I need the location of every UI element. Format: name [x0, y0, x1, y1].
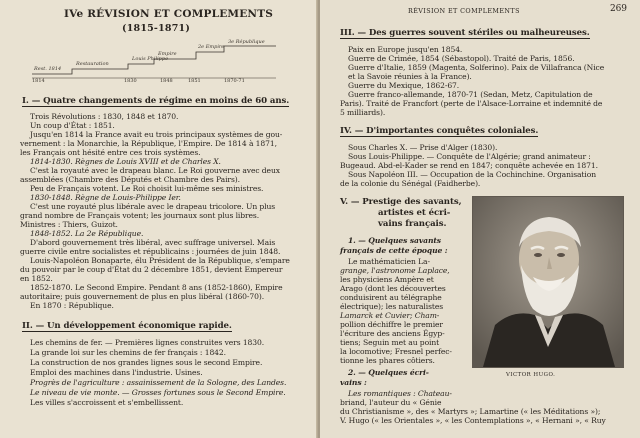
- text-line: 5 milliards).: [340, 108, 386, 117]
- text-line: Sous Louis-Philippe. — Conquête de l'Algérie; grand animateur :: [348, 152, 591, 161]
- text-line: la locomotive; Fresnel perfec-: [340, 347, 452, 356]
- section-heading: artistes et écri-: [378, 208, 451, 218]
- text-line: Lamarck et Cuvier; Cham-: [340, 311, 440, 320]
- text-line: assemblées (Chambre des Députés et Chambre des Pairs).: [20, 175, 240, 184]
- text-line: les physiciens Ampère et: [340, 275, 434, 284]
- text-line: vernement : la Monarchie, la République, l'Empire. De 1814 à 1871,: [20, 139, 277, 148]
- text-line: en 1852.: [20, 274, 53, 283]
- text-line: C'est la royauté avec le drapeau blanc. Le Roi gouverne avec deux: [30, 166, 280, 175]
- timeline-year: 1848: [160, 78, 173, 84]
- text-line: Le niveau de vie monte. — Grosses fortunes sous le Second Empire.: [30, 388, 286, 397]
- text-line: du Christianisme », des « Martyrs »; Lamartine (« les Méditations »);: [340, 407, 601, 416]
- text-line: Jusqu'en 1814 la France avait eu trois principaux systèmes de gou-: [30, 130, 283, 139]
- text-line: et la Savoie réunies à la France).: [348, 72, 472, 81]
- left-page: [0, 0, 319, 438]
- timeline-label: Louis Philippe: [132, 56, 169, 62]
- text-line: En 1870 : République.: [30, 301, 114, 310]
- regime-timeline: [28, 40, 298, 84]
- text-line: l'écriture des anciens Égyp-: [340, 329, 445, 338]
- text-line: grand nombre de Français votent; les journaux sont plus libres.: [20, 211, 260, 220]
- text-line: Guerre franco-allemande, 1870-71 (Sedan, Metz, Capitulation de: [348, 90, 593, 99]
- section-heading: V. — Prestige des savants,: [340, 197, 462, 207]
- text-line: du pouvoir par le coup d'État du 2 décembre 1851, devient Empereur: [20, 265, 283, 274]
- text-line: Peu de Français votent. Le Roi choisit lui-même ses ministres.: [30, 184, 264, 193]
- text-line: Un coup d'État : 1851.: [30, 121, 115, 130]
- timeline-label: Restauration: [76, 61, 109, 67]
- text-line: autoritaire; puis gouvernement de plus en plus libéral (1860-70).: [20, 292, 265, 301]
- text-line: 1814-1830. Règnes de Louis XVIII et de Charles X.: [30, 157, 221, 166]
- text-line: de la colonie du Sénégal (Faidherbe).: [340, 179, 481, 188]
- text-line: Guerre du Mexique, 1862-67.: [348, 81, 460, 90]
- text-line: Emploi des machines dans l'industrie. Usines.: [30, 368, 203, 377]
- text-line: La grande loi sur les chemins de fer français : 1842.: [30, 348, 226, 357]
- text-line: Les chemins de fer. — Premières lignes construites vers 1830.: [30, 338, 265, 347]
- timeline-label: Empire: [158, 51, 177, 57]
- text-line: tionne les phares côtiers.: [340, 356, 435, 365]
- timeline-year: 1851: [188, 78, 201, 84]
- text-line: Progrès de l'agriculture : assainissement de la Sologne, des Landes.: [30, 378, 287, 387]
- running-head: RÉVISION ET COMPLEMENTS: [408, 7, 520, 15]
- text-line: grange, l'astronome Laplace,: [340, 266, 450, 275]
- text-line: Arago (dont les découvertes: [340, 284, 446, 293]
- text-line: Paris). Traité de Francfort (perte de l'Alsace-Lorraine et indemnité de: [340, 99, 603, 108]
- chapter-title: IVe RÉVISION ET COMPLEMENTS: [64, 8, 274, 20]
- subheading: 1. — Quelques savants: [348, 236, 441, 245]
- subheading: 2. — Quelques écri-: [348, 368, 429, 377]
- text-line: conduisirent au télégraphe: [340, 293, 442, 302]
- text-line: C'est une royauté plus libérale avec le drapeau tricolore. Un plus: [30, 202, 276, 211]
- text-line: 1852-1870. Le Second Empire. Pendant 8 ans (1852-1860), Empire: [30, 283, 283, 292]
- text-line: La construction de nos grandes lignes sous le second Empire.: [30, 358, 263, 367]
- text-line: Sous Charles X. — Prise d'Alger (1830).: [348, 143, 498, 152]
- text-line: électrique); les naturalistes: [340, 302, 444, 311]
- text-line: V. Hugo (« les Orientales », « les Contemplations », « Hernani », « Ruy: [340, 416, 606, 425]
- subheading: vains :: [340, 378, 367, 387]
- text-line: Guerre d'Italie, 1859 (Magenta, Solferino). Paix de Villafranca (Nice: [348, 63, 605, 72]
- text-line: briand, l'auteur du « Génie: [340, 398, 442, 407]
- text-line: les Français ont hésité entre ces trois systèmes.: [20, 148, 201, 157]
- page-number: 269: [610, 4, 627, 14]
- text-line: Guerre de Crimée, 1854 (Sébastopol). Traité de Paris, 1856.: [348, 54, 575, 63]
- text-line: tiens; Seguin met au point: [340, 338, 440, 347]
- portrait-caption: VICTOR HUGO.: [506, 372, 556, 378]
- section-heading: vains français.: [378, 219, 447, 229]
- text-line: Les romantiques : Chateau-: [348, 389, 452, 398]
- text-line: Les villes s'accroissent et s'embellissent.: [30, 398, 184, 407]
- text-line: 1830-1848. Règne de Louis-Philippe Ier.: [30, 193, 181, 202]
- text-line: guerre civile entre socialistes et républicains : journées de juin 1848.: [20, 247, 281, 256]
- text-line: Ministres : Thiers, Guizot.: [20, 220, 118, 229]
- victor-hugo-portrait: [472, 196, 624, 368]
- section-heading: IV. — D'importantes conquêtes coloniales.: [340, 126, 539, 136]
- text-line: Louis-Napoléon Bonaparte, élu Président de la République, s'empare: [30, 256, 290, 265]
- text-line: Trois Révolutions : 1830, 1848 et 1870.: [30, 112, 179, 121]
- text-line: Bugeaud. Abd-el-Kader se rend en 1847; conquête achevée en 1871.: [340, 161, 598, 170]
- text-line: Le mathématicien La-: [348, 257, 430, 266]
- timeline-label: 3e République: [228, 39, 265, 45]
- subheading: français de cette époque :: [340, 246, 448, 255]
- timeline-year: 1830: [124, 78, 137, 84]
- timeline-year: 1870-71: [224, 78, 245, 84]
- chapter-dates: (1815-1871): [122, 23, 191, 34]
- text-line: Paix en Europe jusqu'en 1854.: [348, 45, 463, 54]
- text-line: D'abord gouvernement très libéral, avec suffrage universel. Mais: [30, 238, 276, 247]
- text-line: pollion déchiffre le premier: [340, 320, 443, 329]
- section-heading: I. — Quatre changements de régime en moins de 60 ans.: [22, 96, 290, 106]
- text-line: 1848-1852. La 2e République.: [30, 229, 144, 238]
- timeline-year: 1814: [32, 78, 45, 84]
- section-heading: II. — Un développement économique rapide.: [22, 321, 232, 331]
- text-line: Sous Napoléon III. — Occupation de la Cochinchine. Organisation: [348, 170, 596, 179]
- timeline-label: Rest. 1814: [34, 66, 62, 72]
- timeline-label: 2e Empire: [198, 44, 225, 50]
- section-heading: III. — Des guerres souvent stériles ou malheureuses.: [340, 28, 590, 38]
